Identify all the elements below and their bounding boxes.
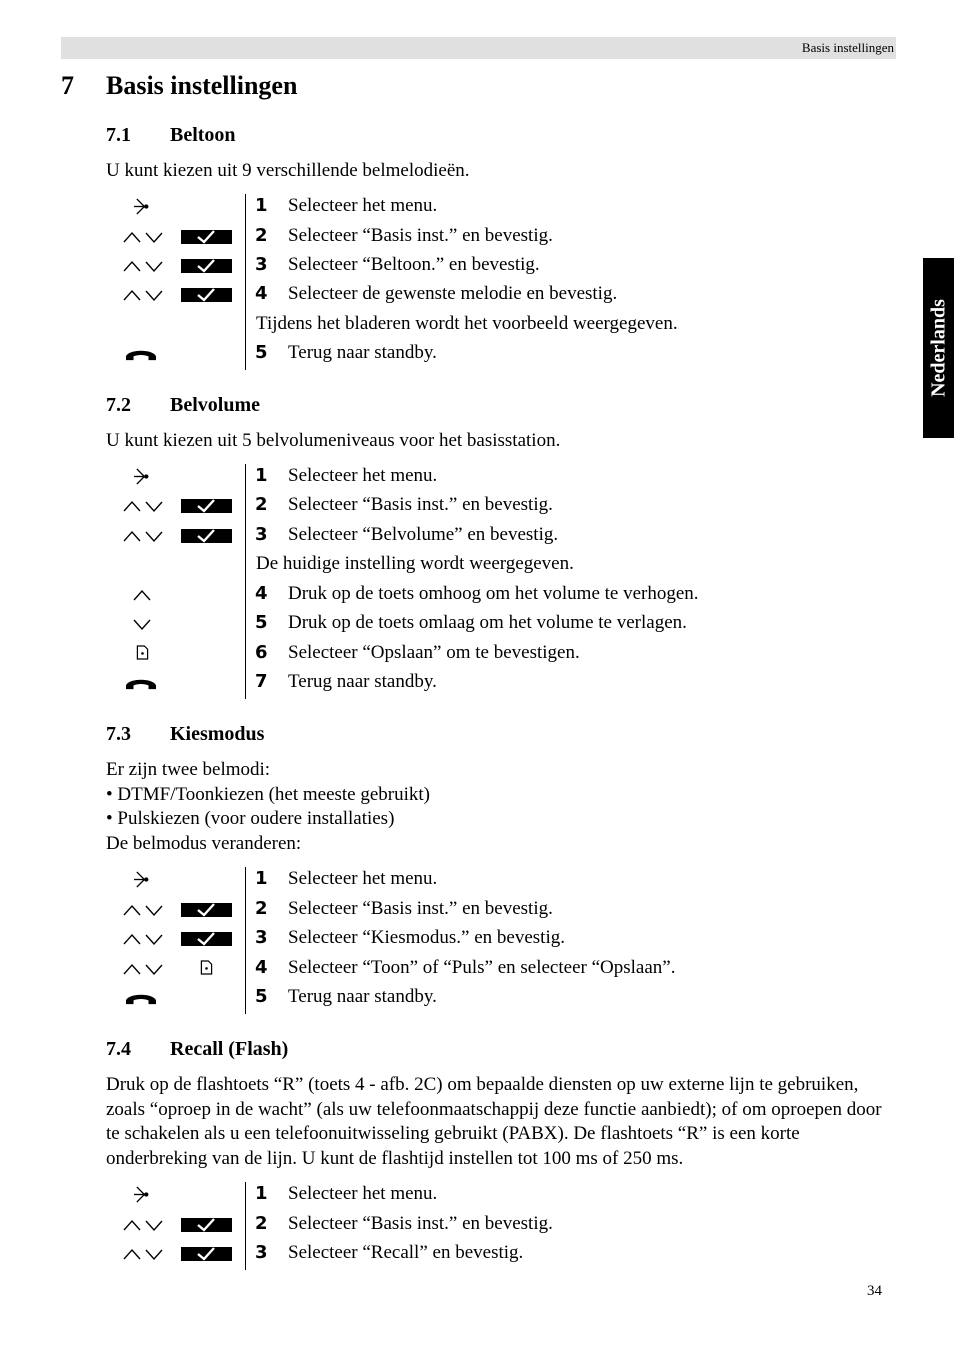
step-number: 4 [255, 957, 268, 978]
section-heading-belvolume [106, 394, 260, 417]
up-down-arrows-icon [122, 932, 164, 946]
step-text: Selecteer “Basis inst.” en bevestig. [288, 898, 553, 919]
bullet-item: • DTMF/Toonkiezen (het meeste gebruikt) [106, 783, 431, 805]
section-intro: U kunt kiezen uit 9 verschillende belmelodieën. [106, 160, 470, 181]
step-row [0, 341, 954, 369]
step-text: Selecteer “Toon” of “Puls” en selecteer “Opslaan”. [288, 957, 676, 978]
step-number: 1 [255, 868, 268, 889]
running-header [61, 37, 896, 59]
running-header-title: Basis instellingen [801, 40, 894, 55]
bullet-item: • Pulskiezen (voor oudere installaties) [106, 808, 395, 829]
step-row [0, 582, 954, 610]
ok-checkmark-key-icon [181, 932, 232, 946]
step-row [0, 194, 954, 222]
step-text: Selecteer het menu. [288, 868, 438, 889]
step-row [0, 1241, 954, 1269]
step-row [0, 897, 954, 925]
chapter-number: 7 [61, 71, 74, 100]
step-number: 3 [255, 927, 268, 948]
up-down-arrows-icon [122, 230, 164, 244]
section-heading-recall [106, 1038, 288, 1061]
step-text: Selecteer “Basis inst.” en bevestig. [288, 494, 553, 515]
section-heading-beltoon [106, 124, 236, 147]
step-text: Selecteer “Recall” en bevestig. [288, 1242, 524, 1263]
step-text: Terug naar standby. [288, 671, 437, 692]
menu-key-icon [134, 1186, 151, 1203]
step-row [0, 1182, 954, 1210]
step-text: Terug naar standby. [288, 986, 437, 1007]
menu-key-icon [134, 468, 151, 485]
section-title: Recall (Flash) [170, 1038, 289, 1060]
step-text: Selecteer het menu. [288, 465, 438, 486]
step-text: Selecteer het menu. [288, 1183, 438, 1204]
up-down-arrows-icon [122, 529, 164, 543]
up-down-arrows-icon [122, 288, 164, 302]
step-number: 2 [255, 1213, 268, 1234]
step-number: 1 [255, 195, 268, 216]
menu-key-icon [134, 871, 151, 888]
ok-checkmark-key-icon [181, 499, 232, 513]
step-row [0, 926, 954, 954]
step-row [0, 985, 954, 1013]
ok-checkmark-key-icon [181, 259, 232, 273]
end-call-handset-icon [124, 347, 158, 362]
step-number: 1 [255, 1183, 268, 1204]
step-number: 5 [255, 986, 268, 1007]
save-softkey-icon [136, 645, 149, 660]
step-note: De huidige instelling wordt weergegeven. [256, 553, 574, 574]
intro-line: Er zijn twee belmodi: [106, 759, 271, 780]
step-text: Selecteer “Opslaan” om te bevestigen. [288, 642, 580, 663]
ok-checkmark-key-icon [181, 529, 232, 543]
ok-checkmark-key-icon [181, 230, 232, 244]
up-down-arrows-icon [122, 1218, 164, 1232]
step-row [0, 641, 954, 669]
ok-checkmark-key-icon [181, 903, 232, 917]
step-row [0, 464, 954, 492]
language-tab-label: Nederlands [927, 299, 949, 397]
step-text: Selecteer “Belvolume” en bevestig. [288, 524, 559, 545]
section-number: 7.3 [106, 723, 131, 745]
chapter-heading: Basis instellingen [106, 71, 298, 100]
end-call-handset-icon [124, 991, 158, 1006]
end-call-handset-icon [124, 676, 158, 691]
ok-checkmark-key-icon [181, 1218, 232, 1232]
step-number: 2 [255, 898, 268, 919]
step-row [0, 611, 954, 639]
step-text: Selecteer “Basis inst.” en bevestig. [288, 1213, 553, 1234]
save-softkey-icon [200, 960, 213, 975]
step-text: Druk op de toets omhoog om het volume te verhogen. [288, 583, 699, 604]
section-number: 7.4 [106, 1038, 131, 1060]
step-row [0, 493, 954, 521]
up-arrow-icon [132, 588, 152, 602]
step-text: Selecteer de gewenste melodie en bevestig. [288, 283, 618, 304]
step-note: Tijdens het bladeren wordt het voorbeeld weergegeven. [256, 313, 678, 334]
section-number: 7.2 [106, 394, 131, 416]
step-row [0, 670, 954, 698]
step-number: 3 [255, 254, 268, 275]
step-text: Druk op de toets omlaag om het volume te verlagen. [288, 612, 687, 633]
ok-checkmark-key-icon [181, 288, 232, 302]
section-intro: U kunt kiezen uit 5 belvolumeniveaus voor het basisstation. [106, 430, 561, 451]
step-note-row [0, 312, 954, 340]
step-text: Selecteer “Basis inst.” en bevestig. [288, 225, 553, 246]
step-text: Selecteer “Kiesmodus.” en bevestig. [288, 927, 565, 948]
step-number: 3 [255, 1242, 268, 1263]
step-row [0, 523, 954, 551]
step-text: Terug naar standby. [288, 342, 437, 363]
up-down-arrows-icon [122, 1247, 164, 1261]
ok-checkmark-key-icon [181, 1247, 232, 1261]
down-arrow-icon [132, 617, 152, 631]
step-number: 2 [255, 494, 268, 515]
step-number: 3 [255, 524, 268, 545]
step-row [0, 956, 954, 984]
up-down-arrows-icon [122, 499, 164, 513]
step-number: 6 [255, 642, 268, 663]
step-number: 5 [255, 612, 268, 633]
section-intro [106, 758, 430, 856]
up-down-arrows-icon [122, 962, 164, 976]
menu-key-icon [134, 198, 151, 215]
step-row [0, 1212, 954, 1240]
section-intro: Druk op de flashtoets “R” (toets 4 - afb. 2C) om bepaalde diensten op uw externe lijn te gebruiken, zoals “oproep in de wacht” (als uw telefoonmaatschappij deze functie aanbiedt); of om oproepen door te schakelen als u een telefoonuitwisseling gebruikt (PABX). De flashtoets “R” is een korte onderbreking van de lijn. U kunt de flashtijd instellen tot 100 ms of 250 ms. [106, 1074, 882, 1169]
step-text: Selecteer het menu. [288, 195, 438, 216]
section-title: Kiesmodus [170, 723, 265, 745]
section-number: 7.1 [106, 124, 131, 146]
step-text: Selecteer “Beltoon.” en bevestig. [288, 254, 540, 275]
step-note-row [0, 552, 954, 580]
up-down-arrows-icon [122, 259, 164, 273]
step-row [0, 224, 954, 252]
step-row [0, 867, 954, 895]
step-number: 5 [255, 342, 268, 363]
step-row [0, 282, 954, 310]
step-number: 1 [255, 465, 268, 486]
step-number: 2 [255, 225, 268, 246]
up-down-arrows-icon [122, 903, 164, 917]
chapter-title [61, 71, 297, 101]
page-number: 34 [867, 1283, 882, 1299]
step-row [0, 253, 954, 281]
step-number: 4 [255, 583, 268, 604]
step-number: 7 [255, 671, 268, 692]
section-title: Beltoon [170, 124, 236, 146]
section-heading-kiesmodus [106, 723, 264, 746]
step-number: 4 [255, 283, 268, 304]
section-title: Belvolume [170, 394, 260, 416]
intro-line: De belmodus veranderen: [106, 832, 302, 854]
